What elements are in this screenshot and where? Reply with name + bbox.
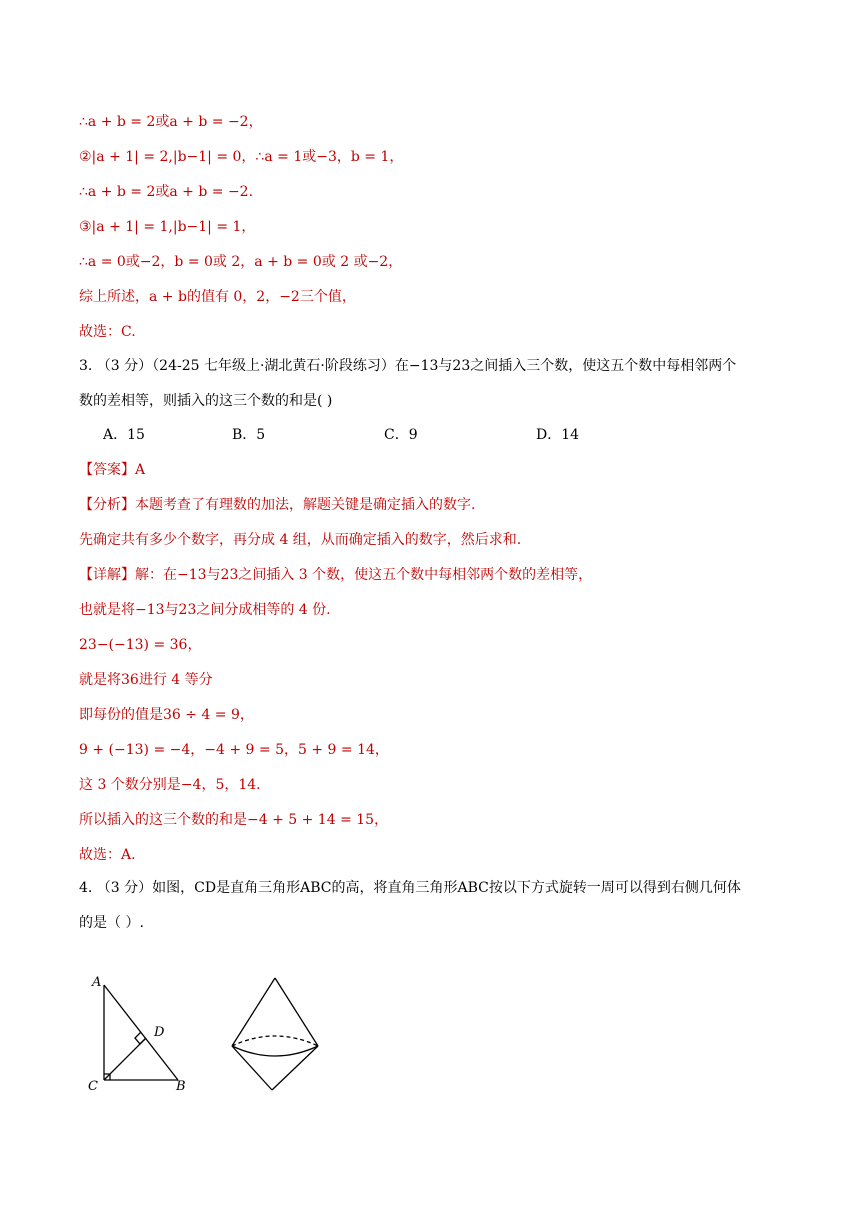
solution-line: ③|a + 1| = 1,|b−1| = 1， (79, 219, 256, 235)
double-cone-solid (232, 978, 318, 1090)
solution-line: ②|a + 1| = 2,|b−1| = 0，∴a = 1或−3，b = 1， (79, 149, 404, 165)
analysis-line: 先确定共有多少个数字，再分成 4 组，从而确定插入的数字，然后求和. (79, 532, 522, 548)
question-3-stem-cont: 数的差相等，则插入的这三个数的和是( ) (79, 393, 333, 409)
detail-line: 即每份的值是36 ÷ 4 = 9， (79, 707, 254, 723)
solution-line: ∴a = 0或−2，b = 0或 2，a + b = 0或 2 或−2， (79, 254, 403, 270)
detail-line: 就是将36进行 4 等分 (79, 672, 213, 688)
label-a: A (92, 975, 102, 990)
detail-line: 这 3 个数分别是−4，5，14. (79, 777, 261, 793)
option-a: A．15 (103, 427, 145, 443)
detail-line: 故选：A. (79, 847, 136, 863)
solution-line: 故选：C. (79, 324, 136, 340)
option-d: D．14 (536, 427, 580, 443)
answer-label: 【答案】A (79, 462, 146, 478)
question-4-stem-cont: 的是（ ）. (79, 915, 144, 931)
analysis-line: 【分析】本题考查了有理数的加法，解题关键是确定插入的数字. (79, 497, 476, 513)
detail-line: 9 + (−13) = −4，−4 + 9 = 5，5 + 9 = 14， (79, 742, 389, 758)
question-4-stem: 4. （3 分）如图，CD是直角三角形ABC的高，将直角三角形ABC按以下方式旋转一周可以得到右侧几何体 (79, 880, 741, 896)
right-triangle-abc (104, 985, 178, 1080)
detail-line: 也就是将−13与23之间分成相等的 4 份. (79, 602, 331, 618)
detail-line: 【详解】解：在−13与23之间插入 3 个数，使这五个数中每相邻两个数的差相等， (79, 567, 593, 583)
solution-line: 综上所述，a + b的值有 0，2，−2三个值， (79, 289, 356, 305)
detail-line: 23−(−13) = 36， (79, 637, 202, 653)
label-b: B (176, 1079, 186, 1094)
option-b: B．5 (232, 427, 266, 443)
geometry-figure (80, 970, 330, 1100)
detail-line: 所以插入的这三个数的和是−4 + 5 + 14 = 15， (79, 812, 389, 828)
question-3-stem: 3. （3 分）（24-25 七年级上·湖北黄石·阶段练习）在−13与23之间插入三个数，使这五个数中每相邻两个 (79, 358, 737, 374)
label-c: C (88, 1079, 98, 1094)
solution-line: ∴a + b = 2或a + b = −2， (79, 114, 263, 130)
label-d: D (154, 1025, 165, 1040)
option-c: C．9 (384, 427, 418, 443)
solution-line: ∴a + b = 2或a + b = −2. (79, 184, 254, 200)
